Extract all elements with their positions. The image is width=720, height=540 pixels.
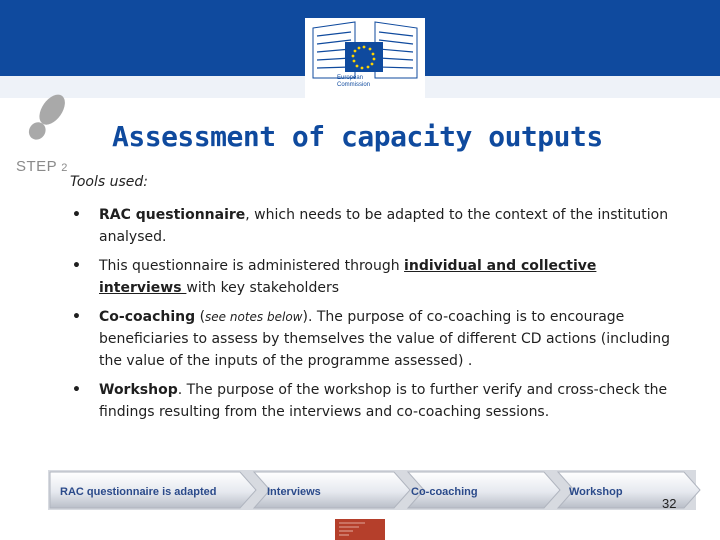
process-step-label: Co-coaching xyxy=(411,486,478,498)
bullet-list xyxy=(72,204,672,430)
footer-logo xyxy=(335,519,385,540)
bullet-icon: • xyxy=(72,309,81,325)
bullet-lead: RAC questionnaire xyxy=(99,207,246,223)
bullet-text: ). The purpose of co-coaching is to encourage beneficiaries to assess by themselves the value of different CD actions (including the value of the inputs of the programme assessed) . xyxy=(99,309,671,369)
logo-caption-line: European xyxy=(337,75,364,81)
slide-title: Assessment of capacity outputs xyxy=(112,120,603,153)
process-step-label: Interviews xyxy=(267,486,321,498)
page-number: 32 xyxy=(662,496,677,511)
bullet-lead: individual and collective interviews xyxy=(99,258,597,296)
list-item xyxy=(72,255,672,299)
bullet-lead: Workshop xyxy=(99,382,178,398)
step-word: STEP xyxy=(16,158,58,175)
bullet-lead: Co-coaching xyxy=(99,309,196,325)
footprint-icon xyxy=(14,84,80,150)
list-item xyxy=(72,306,672,372)
process-step-label: Workshop xyxy=(569,486,623,498)
step-label xyxy=(16,158,68,175)
bullet-text: , which needs to be adapted to the context of the institution analysed. xyxy=(99,207,669,245)
process-step-label: RAC questionnaire is adapted xyxy=(60,486,217,498)
bullet-pre: This questionnaire is administered through xyxy=(99,258,405,274)
tools-used-label: Tools used: xyxy=(70,174,148,190)
bullet-icon: • xyxy=(72,258,81,274)
bullet-icon: • xyxy=(72,207,81,223)
logo-caption xyxy=(337,75,370,89)
list-item xyxy=(72,204,672,248)
bullet-text: with key stakeholders xyxy=(186,280,339,296)
list-item xyxy=(72,379,672,423)
bullet-text: . The purpose of the workshop is to further verify and cross-check the findings resulting from the interviews and co-coaching sessions. xyxy=(99,382,668,420)
step-number: 2 xyxy=(61,162,68,174)
logo-caption-line: Commission xyxy=(337,82,371,88)
bullet-open: ( xyxy=(195,309,206,325)
process-flow xyxy=(44,462,704,512)
bullet-icon: • xyxy=(72,382,81,398)
bullet-note: see notes below xyxy=(205,310,303,324)
